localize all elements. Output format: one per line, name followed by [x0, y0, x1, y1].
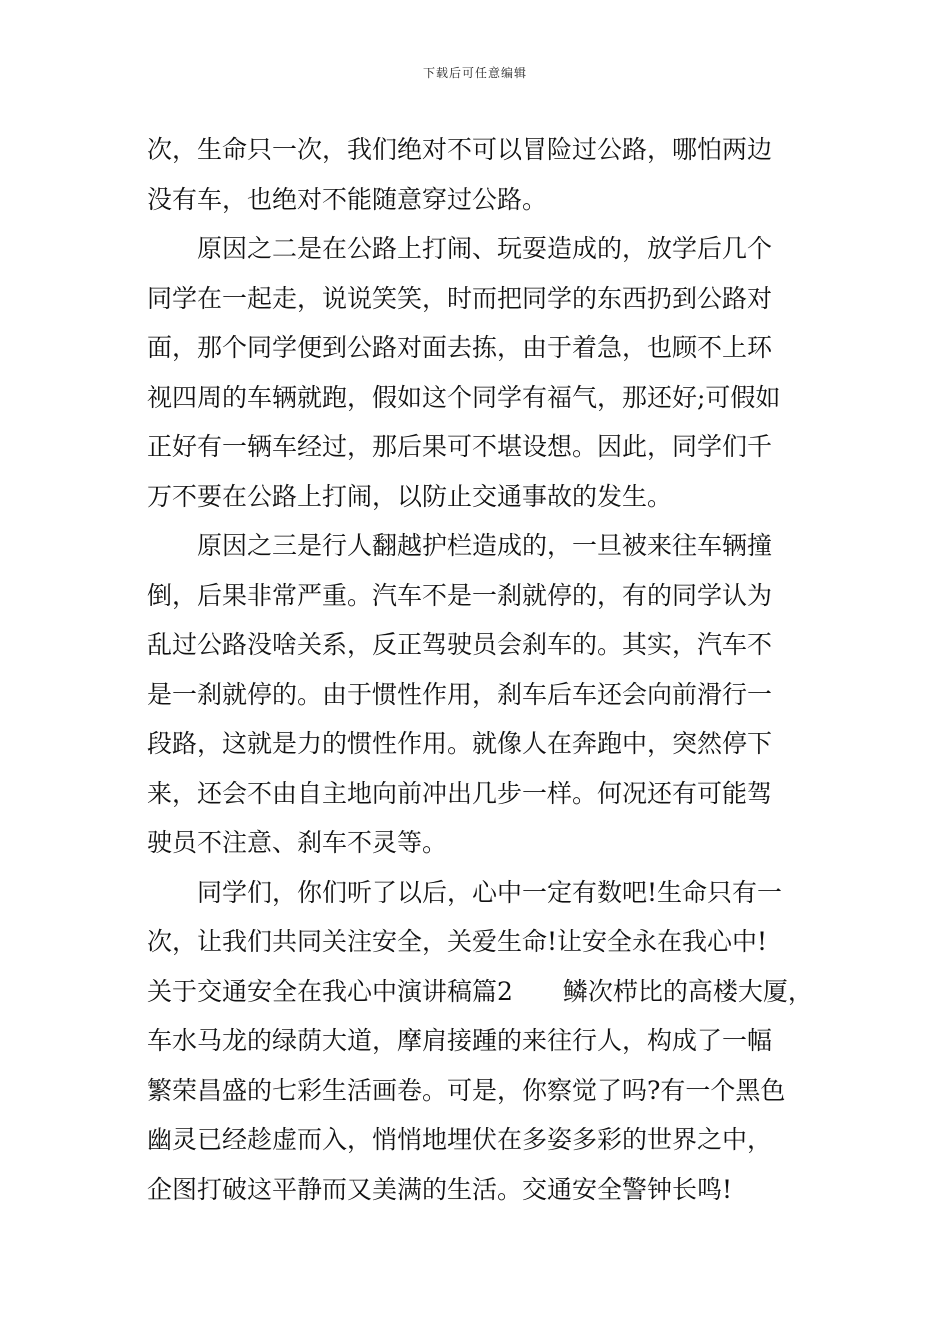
body-text-line: 驶员不注意、刹车不灵等。 [147, 828, 448, 857]
body-text-line: 没有车，也绝对不能随意穿过公路。 [147, 185, 548, 214]
body-text-line: 是一刹就停的。由于惯性作用，刹车后车还会向前滑行一 [147, 680, 773, 709]
body-text-line: 幽灵已经趁虚而入，悄悄地埋伏在多姿多彩的世界之中， [147, 1125, 773, 1154]
body-text-line: 面，那个同学便到公路对面去拣，由于着急，也顾不上环 [147, 333, 773, 362]
body-text-line: 繁荣昌盛的七彩生活画卷。可是，你察觉了吗?有一个黑色 [147, 1076, 786, 1105]
body-text-line: 段路，这就是力的惯性作用。就像人在奔跑中，突然停下 [147, 729, 773, 758]
body-text-line: 同学在一起走，说说笑笑，时而把同学的东西扔到公路对 [147, 284, 773, 313]
body-text-line: 次，让我们共同关注安全，关爱生命!让安全永在我心中! [147, 927, 768, 956]
body-text-line: 原因之二是在公路上打闹、玩耍造成的，放学后几个 [147, 234, 773, 263]
body-text-line: 原因之三是行人翻越护栏造成的，一旦被来往车辆撞 [147, 531, 773, 560]
body-text-line: 来，还会不由自主地向前冲出几步一样。何况还有可能驾 [147, 779, 773, 808]
body-text-line: 万不要在公路上打闹，以防止交通事故的发生。 [147, 482, 673, 511]
body-text-line: 视四周的车辆就跑，假如这个同学有福气，那还好;可假如 [147, 383, 781, 412]
body-text-line: 同学们，你们听了以后，心中一定有数吧!生命只有一 [147, 878, 783, 907]
body-text-line: 正好有一辆车经过，那后果可不堪设想。因此，同学们千 [147, 432, 773, 461]
body-text-line: 乱过公路没啥关系，反正驾驶员会刹车的。其实，汽车不 [147, 630, 773, 659]
body-text-line: 企图打破这平静而又美满的生活。交通安全警钟长鸣! [147, 1175, 733, 1204]
body-text-line: 次，生命只一次，我们绝对不可以冒险过公路，哪怕两边 [147, 135, 773, 164]
page-header: 下载后可任意编辑 [422, 66, 527, 80]
body-text-line: 关于交通安全在我心中演讲稿篇2 鳞次栉比的高楼大厦， [147, 977, 813, 1006]
body-text-line: 倒，后果非常严重。汽车不是一刹就停的，有的同学认为 [147, 581, 773, 610]
body-text-line: 车水马龙的绿荫大道，摩肩接踵的来往行人，构成了一幅 [147, 1026, 773, 1055]
